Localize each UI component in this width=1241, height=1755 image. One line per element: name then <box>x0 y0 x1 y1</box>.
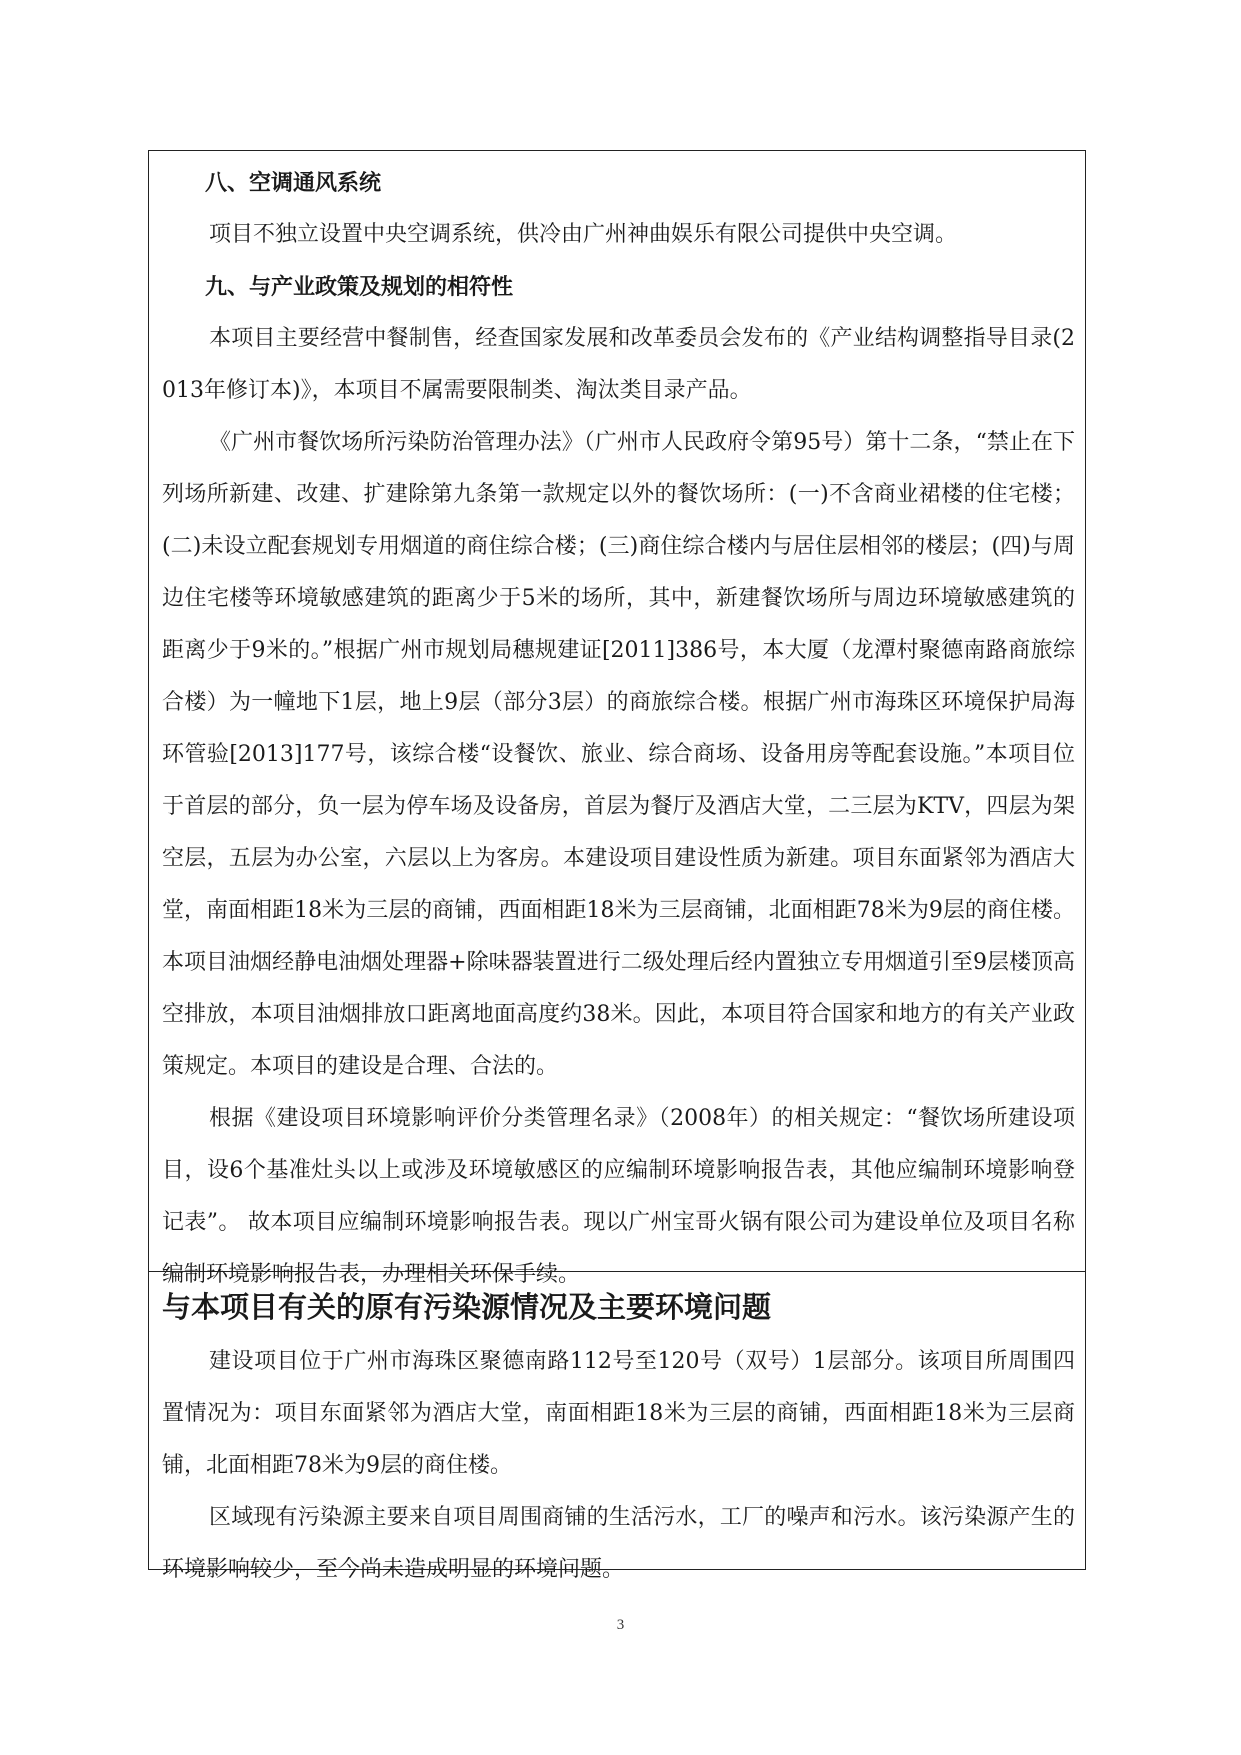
report-form-table <box>148 150 1086 1582</box>
pollution-paragraph-1: 建设项目位于广州市海珠区聚德南路112号至120号（双号）1层部分。该项目所周围四置情况为：项目东面紧邻为酒店大堂，南面相距18米为三层的商铺，西面相距18米为三层商铺，北面相距78米为9层的商住楼。 <box>162 1349 1075 1478</box>
existing-pollution-section <box>149 1272 1085 1582</box>
hvac-heading: 八、空调通风系统 <box>205 170 382 196</box>
policy-heading: 九、与产业政策及规划的相符性 <box>205 274 514 300</box>
page-number: 3 <box>616 1617 625 1633</box>
policy-paragraph-1: 本项目主要经营中餐制售，经查国家发展和改革委员会发布的《产业结构调整指导目录(2013年修订本)》，本项目不属需要限制类、淘汰类目录产品。 <box>162 326 1075 403</box>
pollution-paragraph-2: 区域现有污染源主要来自项目周围商铺的生活污水，工厂的噪声和污水。该污染源产生的环境影响较少，至今尚未造成明显的环境问题。 <box>162 1505 1075 1582</box>
policy-compliance-section <box>149 151 1085 1287</box>
hvac-paragraph: 项目不独立设置中央空调系统，供冷由广州神曲娱乐有限公司提供中央空调。 <box>209 222 958 247</box>
policy-paragraph-3: 根据《建设项目环境影响评价分类管理名录》（2008年）的相关规定：“餐饮场所建设项目，设6个基准灶头以上或涉及环境敏感区的应编制环境影响报告表，其他应编制环境影响登记表”。 故本项目应编制环境影响报告表。现以广州宝哥火锅有限公司为建设单位及项目名称编制环境影响报告表，办理相关环保手续。 <box>162 1106 1075 1287</box>
policy-paragraph-2: 《广州市餐饮场所污染防治管理办法》（广州市人民政府令第95号）第十二条，“禁止在下列场所新建、改建、扩建除第九条第一款规定以外的餐饮场所：(一)不含商业裙楼的住宅楼；(二)未设立配套规划专用烟道的商住综合楼；(三)商住综合楼内与居住层相邻的楼层；(四)与周边住宅楼等环境敏感建筑的距离少于5米的场所，其中，新建餐饮场所与周边环境敏感建筑的距离少于9米的。”根据广州市规划局穗规建证[2011]386号，本大厦（龙潭村聚德南路商旅综合楼）为一幢地下1层，地上9层（部分3层）的商旅综合楼。根据广州市海珠区环境保护局海环管验[2013]177号，该综合楼“设餐饮、旅业、综合商场、设备用房等配套设施。”本项目位于首层的部分，负一层为停车场及设备房，首层为餐厅及酒店大堂，二三层为KTV，四层为架空层，五层为办公室，六层以上为客房。本建设项目建设性质为新建。项目东面紧邻为酒店大堂，南面相距18米为三层的商铺，西面相距18米为三层商铺，北面相距78米为9层的商住楼。本项目油烟经静电油烟处理器+除味器装置进行二级处理后经内置独立专用烟道引至9层楼顶高空排放，本项目油烟排放口距离地面高度约38米。因此，本项目符合国家和地方的有关产业政策规定。本项目的建设是合理、合法的。 <box>162 430 1076 1079</box>
section-title: 与本项目有关的原有污染源情况及主要环境问题 <box>162 1290 772 1324</box>
